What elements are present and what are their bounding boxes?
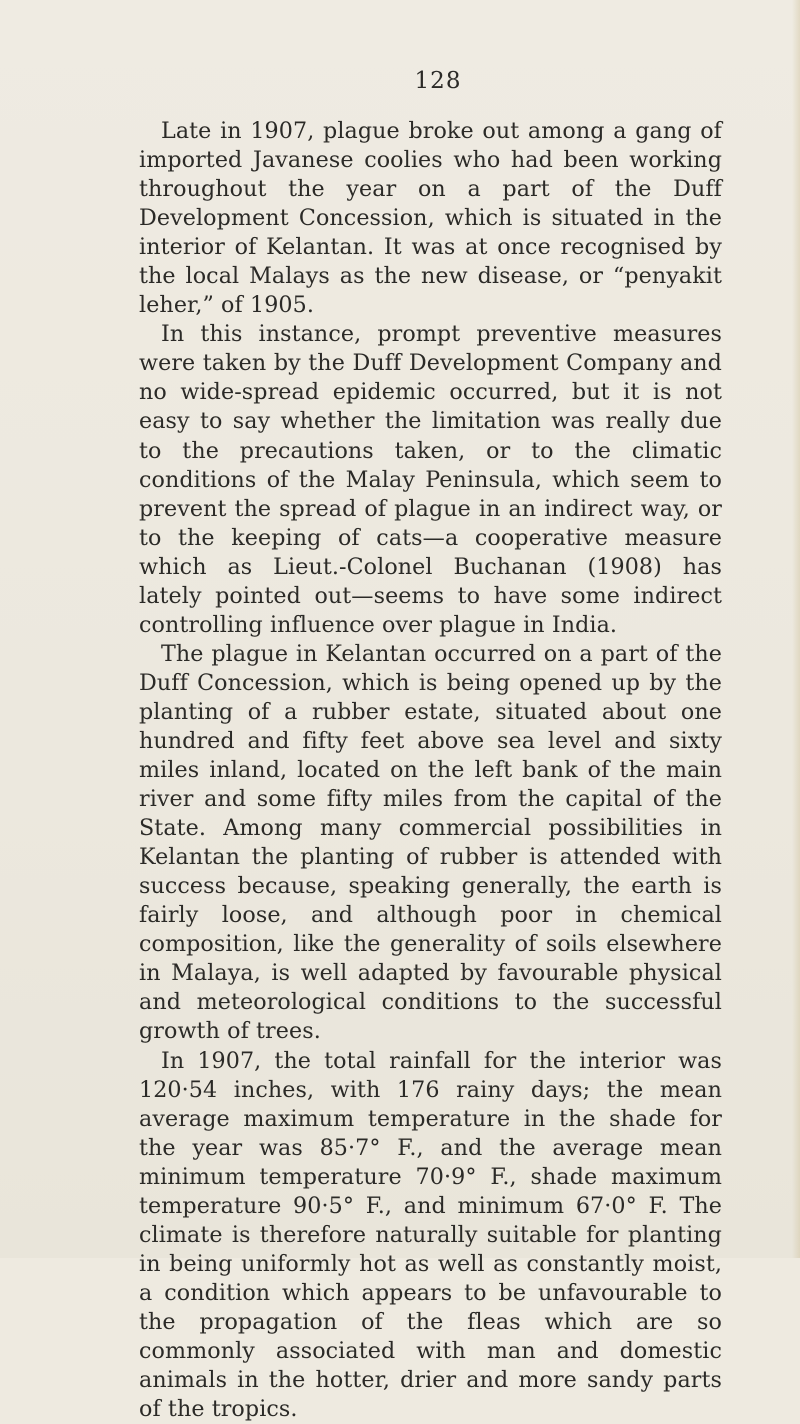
page-number: 128: [38, 68, 800, 94]
paragraph-1: Late in 1907, plague broke out among a gang of imported Javanese coolies who had been working throughout the year on a part of the Duff Development Concession, which is situated in the interior of Kelantan. It was at once recognised by the local Malays as the new disease, or “penyakit leher,” of 1905.: [139, 117, 722, 320]
body-text: [139, 117, 722, 1424]
page-edge-shadow: [792, 0, 800, 1258]
paragraph-3: The plague in Kelantan occurred on a part of the Duff Concession, which is being opened up by the planting of a rubber estate, situated about one hundred and fifty feet above sea level and sixty miles inland, located on the left bank of the main river and some fifty miles from the capital of the State. Among many commercial possibilities in Kelantan the planting of rubber is attended with success because, speaking generally, the earth is fairly loose, and although poor in chemical composition, like the generality of soils elsewhere in Malaya, is well adapted by favourable physical and meteorological conditions to the successful growth of trees.: [139, 640, 722, 1047]
paragraph-4: In 1907, the total rainfall for the interior was 120·54 inches, with 176 rainy days; the mean average maximum temperature in the shade for the year was 85·7° F., and the average mean minimum temperature 70·9° F., shade maximum temperature 90·5° F., and minimum 67·0° F. The climate is therefore naturally suitable for planting in being uniformly hot as well as constantly moist, a condition which appears to be unfavourable to the propagation of the fleas which are so commonly associated with man and domestic animals in the hotter, drier and more sandy parts of the tropics.: [139, 1047, 722, 1424]
paragraph-2: In this instance, prompt preventive measures were taken by the Duff Development Company and no wide-spread epidemic occurred, but it is not easy to say whether the limitation was really due to the precautions taken, or to the climatic conditions of the Malay Peninsula, which seem to prevent the spread of plague in an indirect way, or to the keeping of cats—a cooperative measure which as Lieut.-Colonel Buchanan (1908) has lately pointed out—seems to have some indirect controlling influence over plague in India.: [139, 320, 722, 640]
